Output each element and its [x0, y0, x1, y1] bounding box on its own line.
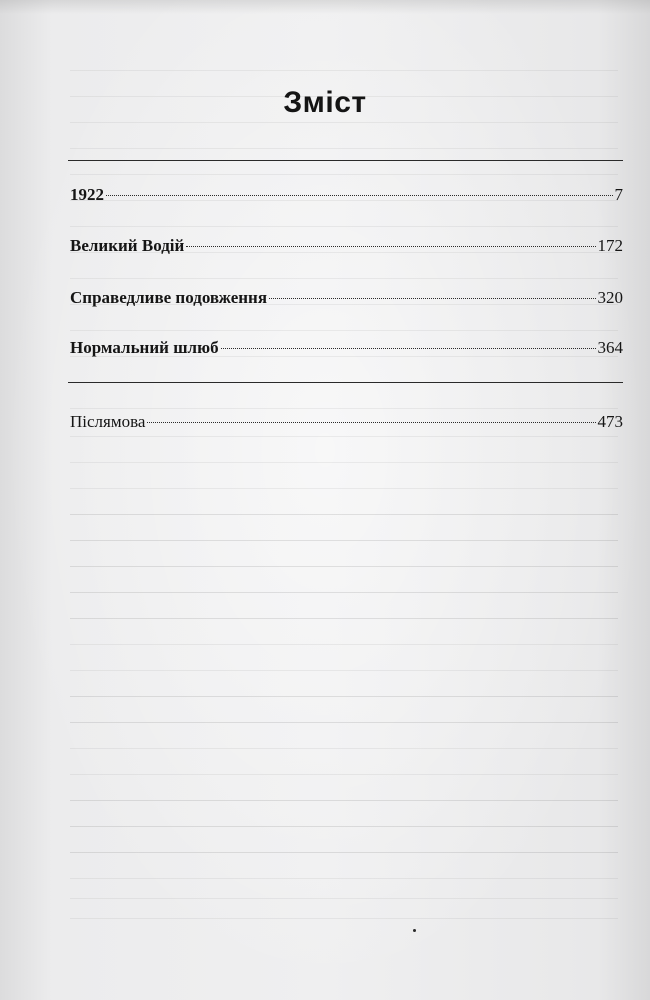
toc-entry-label: Справедливе подовження — [70, 288, 268, 307]
toc-entry-page: 7 — [614, 185, 623, 204]
dot-leader — [147, 421, 595, 423]
toc-entry-label: 1922 — [70, 185, 104, 204]
toc-entry-label: Великий Водій — [70, 236, 185, 255]
bottom-rule — [68, 382, 623, 383]
toc-entry-fair-extension[interactable] — [70, 287, 623, 309]
toc-entry-good-marriage[interactable] — [70, 337, 623, 359]
toc-entry-label: Післямова — [70, 412, 146, 431]
toc-entry-1922[interactable] — [70, 184, 623, 206]
top-rule — [68, 160, 623, 161]
toc-entry-great-driver[interactable] — [70, 235, 623, 257]
dot-leader — [106, 194, 613, 196]
toc-entry-page: 320 — [597, 288, 623, 307]
toc-entry-page: 364 — [597, 338, 623, 357]
page-title: Зміст — [283, 86, 367, 119]
toc-entry-afterword[interactable] — [70, 411, 623, 433]
dot-leader — [269, 297, 595, 299]
toc-entry-label: Нормальний шлюб — [70, 338, 219, 357]
paper-speck — [413, 929, 416, 932]
page-top-shadow — [0, 0, 650, 14]
toc-entry-page: 473 — [597, 412, 623, 431]
dot-leader — [186, 245, 595, 247]
dot-leader — [221, 347, 596, 349]
toc-entry-page: 172 — [597, 236, 623, 255]
